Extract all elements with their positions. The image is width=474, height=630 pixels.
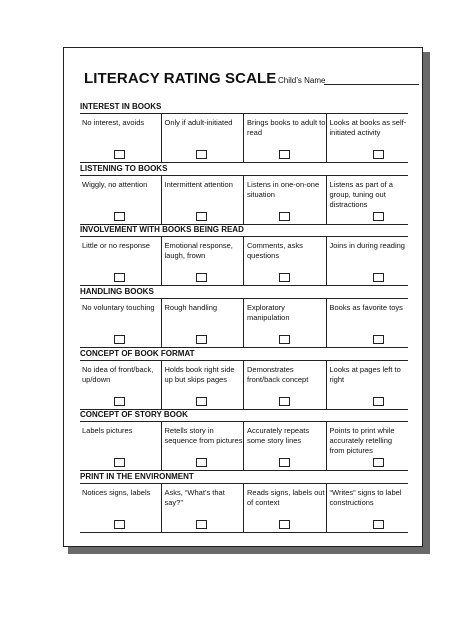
rating-option [243, 237, 326, 285]
rating-option-label: “Writes” signs to label constructions [329, 488, 402, 507]
rating-checkbox[interactable] [114, 520, 125, 529]
rating-checkbox[interactable] [196, 520, 207, 529]
rating-option [161, 114, 244, 162]
rating-row [80, 298, 408, 348]
rating-option [80, 484, 161, 532]
rating-checkbox[interactable] [196, 458, 207, 467]
rating-option [243, 176, 326, 224]
rating-option [326, 299, 409, 347]
rating-option-label: Holds book right side up but skips pages [164, 365, 235, 384]
rating-checkbox[interactable] [114, 150, 125, 159]
rating-option [161, 361, 244, 409]
rating-option-label: Looks at books as self-initiated activity [329, 118, 407, 137]
rating-option [326, 422, 409, 470]
rating-checkbox[interactable] [373, 520, 384, 529]
rating-option-label: Rough handling [164, 303, 218, 312]
rating-option [243, 114, 326, 162]
section [80, 409, 408, 471]
rating-option [243, 361, 326, 409]
rating-checkbox[interactable] [373, 335, 384, 344]
rating-option [80, 361, 161, 409]
section-title: INVOLVEMENT WITH BOOKS BEING READ [80, 225, 244, 234]
rating-option-label: Wiggly, no attention [82, 180, 148, 189]
rating-option [326, 114, 409, 162]
rating-checkbox[interactable] [196, 150, 207, 159]
section-title: LISTENING TO BOOKS [80, 164, 168, 173]
form-title: LITERACY RATING SCALE [84, 70, 277, 87]
rating-option [326, 176, 409, 224]
rating-option-label: No voluntary touching [82, 303, 155, 312]
section-title: PRINT IN THE ENVIRONMENT [80, 472, 194, 481]
rating-option [161, 176, 244, 224]
rating-option [243, 422, 326, 470]
rating-row [80, 483, 408, 533]
rating-checkbox[interactable] [196, 273, 207, 282]
rating-checkbox[interactable] [114, 458, 125, 467]
rating-option-label: Brings books to adult to read [247, 118, 326, 137]
section [80, 286, 408, 348]
rating-row [80, 175, 408, 225]
rating-option [326, 237, 409, 285]
rating-option [80, 114, 161, 162]
rating-checkbox[interactable] [373, 397, 384, 406]
rating-option-label: Listens in one-on-one situation [247, 180, 320, 199]
rating-option-label: Books as favorite toys [329, 303, 403, 312]
rating-option-label: Joins in during reading [329, 241, 405, 250]
rating-option [326, 361, 409, 409]
rating-checkbox[interactable] [196, 397, 207, 406]
section [80, 101, 408, 163]
rating-row [80, 113, 408, 163]
rating-option-label: Notices signs, labels [82, 488, 151, 497]
rating-row [80, 236, 408, 286]
rating-checkbox[interactable] [196, 335, 207, 344]
rating-option-label: Little or no response [82, 241, 150, 250]
section-title: CONCEPT OF STORY BOOK [80, 410, 188, 419]
rating-option [161, 299, 244, 347]
rating-option [243, 299, 326, 347]
rating-option-label: Exploratory manipulation [247, 303, 290, 322]
rating-checkbox[interactable] [279, 458, 290, 467]
rating-option [80, 422, 161, 470]
rating-option [161, 237, 244, 285]
rating-option-label: Emotional response, laugh, frown [164, 241, 233, 260]
rating-option-label: Reads signs, labels out of context [247, 488, 325, 507]
rating-option-label: Listens as part of a group, tuning out distractions [329, 180, 393, 209]
rating-checkbox[interactable] [279, 520, 290, 529]
form-sheet [63, 47, 423, 547]
rating-checkbox[interactable] [114, 273, 125, 282]
rating-checkbox[interactable] [114, 212, 125, 221]
rating-checkbox[interactable] [373, 458, 384, 467]
rating-option-label: Only if adult-initiated [164, 118, 233, 127]
rating-checkbox[interactable] [279, 335, 290, 344]
rating-checkbox[interactable] [196, 212, 207, 221]
section [80, 348, 408, 410]
rating-option [80, 176, 161, 224]
section-title: CONCEPT OF BOOK FORMAT [80, 349, 195, 358]
section [80, 163, 408, 225]
rating-option [161, 484, 244, 532]
section [80, 471, 408, 533]
rating-option-label: Demonstrates front/back concept [247, 365, 309, 384]
rating-checkbox[interactable] [279, 150, 290, 159]
rating-option [80, 237, 161, 285]
rating-checkbox[interactable] [279, 212, 290, 221]
rating-option-label: Retells story in sequence from pictures [164, 426, 243, 445]
rating-row [80, 421, 408, 471]
rating-option-label: No idea of front/back, up/down [82, 365, 154, 384]
rating-option-label: Labels pictures [82, 426, 133, 435]
rating-checkbox[interactable] [114, 397, 125, 406]
rating-row [80, 360, 408, 410]
rating-option [80, 299, 161, 347]
section [80, 224, 408, 286]
rating-option-label: Comments, asks questions [247, 241, 303, 260]
rating-checkbox[interactable] [114, 335, 125, 344]
rating-option-label: Points to print while accurately retelling from pictures [329, 426, 395, 455]
rating-checkbox[interactable] [373, 212, 384, 221]
rating-option [161, 422, 244, 470]
rating-checkbox[interactable] [279, 397, 290, 406]
section-title: INTEREST IN BOOKS [80, 102, 162, 111]
section-title: HANDLING BOOKS [80, 287, 154, 296]
rating-option [243, 484, 326, 532]
child-name-field[interactable] [324, 84, 419, 85]
rating-option-label: No interest, avoids [82, 118, 145, 127]
child-name-label: Child’s Name [278, 76, 326, 85]
rating-checkbox[interactable] [373, 150, 384, 159]
rating-checkbox[interactable] [373, 273, 384, 282]
rating-option-label: Intermittent attention [164, 180, 233, 189]
rating-option-label: Accurately repeats some story lines [247, 426, 310, 445]
rating-option [326, 484, 409, 532]
rating-option-label: Asks, “What’s that say?” [164, 488, 225, 507]
rating-option-label: Looks at pages left to right [329, 365, 401, 384]
rating-checkbox[interactable] [279, 273, 290, 282]
